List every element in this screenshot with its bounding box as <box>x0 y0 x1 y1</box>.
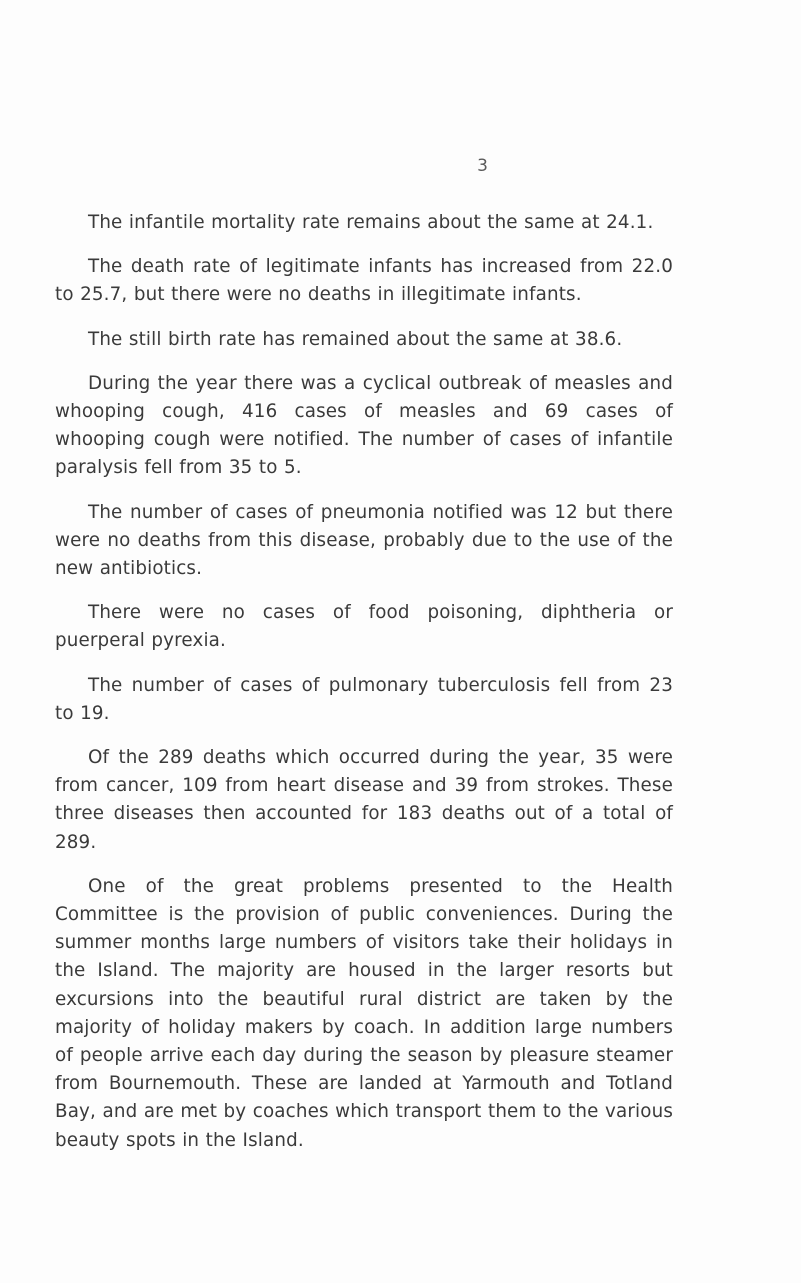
paragraph-deaths-causes: Of the 289 deaths which occurred during the year, 35 were from cancer, 109 from heart disease and 39 from strokes. These three diseases then accounted for 183 deaths out of a total of 289. <box>55 747 673 853</box>
paragraph-legitimate-infants: The death rate of legitimate infants has increased from 22.0 to 25.7, but there were no deaths in illegitimate infants. <box>55 256 673 306</box>
paragraph-pneumonia: The number of cases of pneumonia notified was 12 but there were no deaths from this disease, probably due to the use of the new antibiotics. <box>55 501 673 580</box>
paragraph-infant-mortality: The infantile mortality rate remains about the same at 24.1. <box>88 212 654 233</box>
paragraph-measles-whooping-cough: During the year there was a cyclical outbreak of measles and whooping cough, 416 cases of measles and 69 cases of whooping cough were notified. The number of cases of infantile paralysis fell from 35 to 5. <box>55 372 673 479</box>
paragraph-still-birth: The still birth rate has remained about the same at 38.6. <box>88 328 623 350</box>
paragraph-tuberculosis: The number of cases of pulmonary tuberculosis fell from 23 to 19. <box>55 674 673 724</box>
body-text <box>55 209 673 1171</box>
paragraph-public-conveniences: One of the great problems presented to the Health Committee is the provision of public conveniences. During the summer months large numbers of visitors take their holidays in the Island. The majority are housed in the larger resorts but excursions into the beautiful rural district are taken by the majority of holiday makers by coach. In addition large numbers of people arrive each day during the season by pleasure steamer from Bournemouth. These are landed at Yarmouth and Totland Bay, and are met by coaches which transport them to the various beauty spots in the Island. <box>55 875 673 1151</box>
paragraph-food-poisoning: There were no cases of food poisoning, diphtheria or puerperal pyrexia. <box>55 602 673 652</box>
page-number: 3 <box>477 156 488 176</box>
